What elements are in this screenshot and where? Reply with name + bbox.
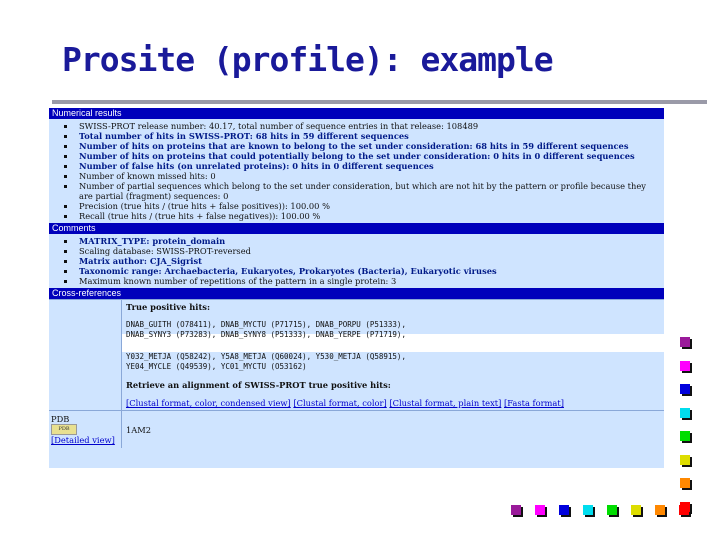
decor-square-horizontal xyxy=(511,505,521,515)
comment-taxonomic-range: Taxonomic range: Archaebacteria, Eukaryotes, Prokaryotes (Bacteria), Eukaryotic viruses xyxy=(79,266,658,276)
decor-square-horizontal xyxy=(607,505,617,515)
result-potential-hits: Number of hits on proteins that could potentially belong to the set under consideration: 0 hits in 0 different sequences xyxy=(79,151,658,161)
decor-square-vertical xyxy=(680,478,690,488)
result-recall: Recall (true hits / (true hits + false negatives)): 100.00 % xyxy=(79,211,658,221)
comment-max-repetitions: Maximum known number of repetitions of the pattern in a single protein: 3 xyxy=(79,276,658,286)
decor-square-horizontal xyxy=(631,505,641,515)
result-missed-hits: Number of known missed hits: 0 xyxy=(79,171,658,181)
result-false-hits: Number of false hits (on unrelated proteins): 0 hits in 0 different sequences xyxy=(79,161,658,171)
pdb-label: PDB xyxy=(51,414,70,424)
prosite-screenshot xyxy=(49,108,664,468)
clustal-condensed-link[interactable]: [Clustal format, color, condensed view] xyxy=(126,398,291,408)
decor-square-horizontal xyxy=(679,505,689,515)
hits-line-3: Y032_METJA (Q58242), Y5A8_METJA (Q60024), Y530_METJA (Q58915), xyxy=(126,352,406,361)
pdb-label-cell xyxy=(49,411,122,448)
decor-square-horizontal xyxy=(583,505,593,515)
xref-label-cell xyxy=(49,300,122,410)
comment-matrix-author: Matrix author: CJA_Sigrist xyxy=(79,256,658,266)
hits-line-4: YE04_MYCLE (Q49539), YC01_MYCTU (O53162) xyxy=(126,362,307,371)
fasta-format-link[interactable]: [Fasta format] xyxy=(503,398,564,408)
comment-scaling-db: Scaling database: SWISS-PROT-reversed xyxy=(79,246,658,256)
slide-title: Prosite (profile): example xyxy=(62,40,553,79)
pdb-detailed-view-link[interactable]: [Detailed view] xyxy=(51,435,115,445)
clustal-plain-link[interactable]: [Clustal format, plain text] xyxy=(389,398,502,408)
cross-references-table xyxy=(49,299,664,410)
result-precision: Precision (true hits / (true hits + false positives)): 100.00 % xyxy=(79,201,658,211)
alignment-format-links xyxy=(126,398,660,408)
pdb-logo-icon: PDB xyxy=(51,424,77,435)
clustal-color-link[interactable]: [Clustal format, color] xyxy=(293,398,387,408)
comment-matrix-type: MATRIX_TYPE: protein_domain xyxy=(79,236,658,246)
result-known-hits: Number of hits on proteins that are known to belong to the set under consideration: 68 hits in 59 different sequences xyxy=(79,141,658,151)
true-positive-label: True positive hits: xyxy=(126,302,211,312)
numerical-results-header: Numerical results xyxy=(49,108,664,119)
pdb-entry-cell xyxy=(122,411,664,448)
hits-line-1: DNAB_GUITH (O78411), DNAB_MYCTU (P71715), DNAB_PORPU (P51333), xyxy=(126,320,406,329)
pdb-entry: 1AM2 xyxy=(126,425,152,435)
numerical-results-body xyxy=(49,119,664,223)
decor-square-vertical xyxy=(680,408,690,418)
retrieve-alignment-label: Retrieve an alignment of SWISS-PROT true positive hits: xyxy=(126,380,391,390)
decor-square-vertical xyxy=(680,384,690,394)
decor-square-horizontal xyxy=(535,505,545,515)
xref-content-cell xyxy=(122,300,664,410)
decor-square-horizontal xyxy=(655,505,665,515)
result-total-hits: Total number of hits in SWISS-PROT: 68 hits in 59 different sequences xyxy=(79,131,658,141)
cross-references-header: Cross-references xyxy=(49,288,664,299)
result-release: SWISS-PROT release number: 40.17, total number of sequence entries in that release: 108489 xyxy=(79,121,658,131)
decor-square-vertical xyxy=(680,337,690,347)
decor-square-vertical xyxy=(680,431,690,441)
decor-square-vertical xyxy=(680,455,690,465)
title-divider xyxy=(52,100,707,104)
decor-square-vertical xyxy=(680,361,690,371)
comments-header: Comments xyxy=(49,223,664,234)
comments-body xyxy=(49,234,664,288)
decor-square-horizontal xyxy=(559,505,569,515)
result-partial-sequences: Number of partial sequences which belong to the set under consideration, but which are not hit by the pattern or profile because they are partial (fragment) sequences: 0 xyxy=(79,181,658,201)
pdb-row xyxy=(49,410,664,448)
